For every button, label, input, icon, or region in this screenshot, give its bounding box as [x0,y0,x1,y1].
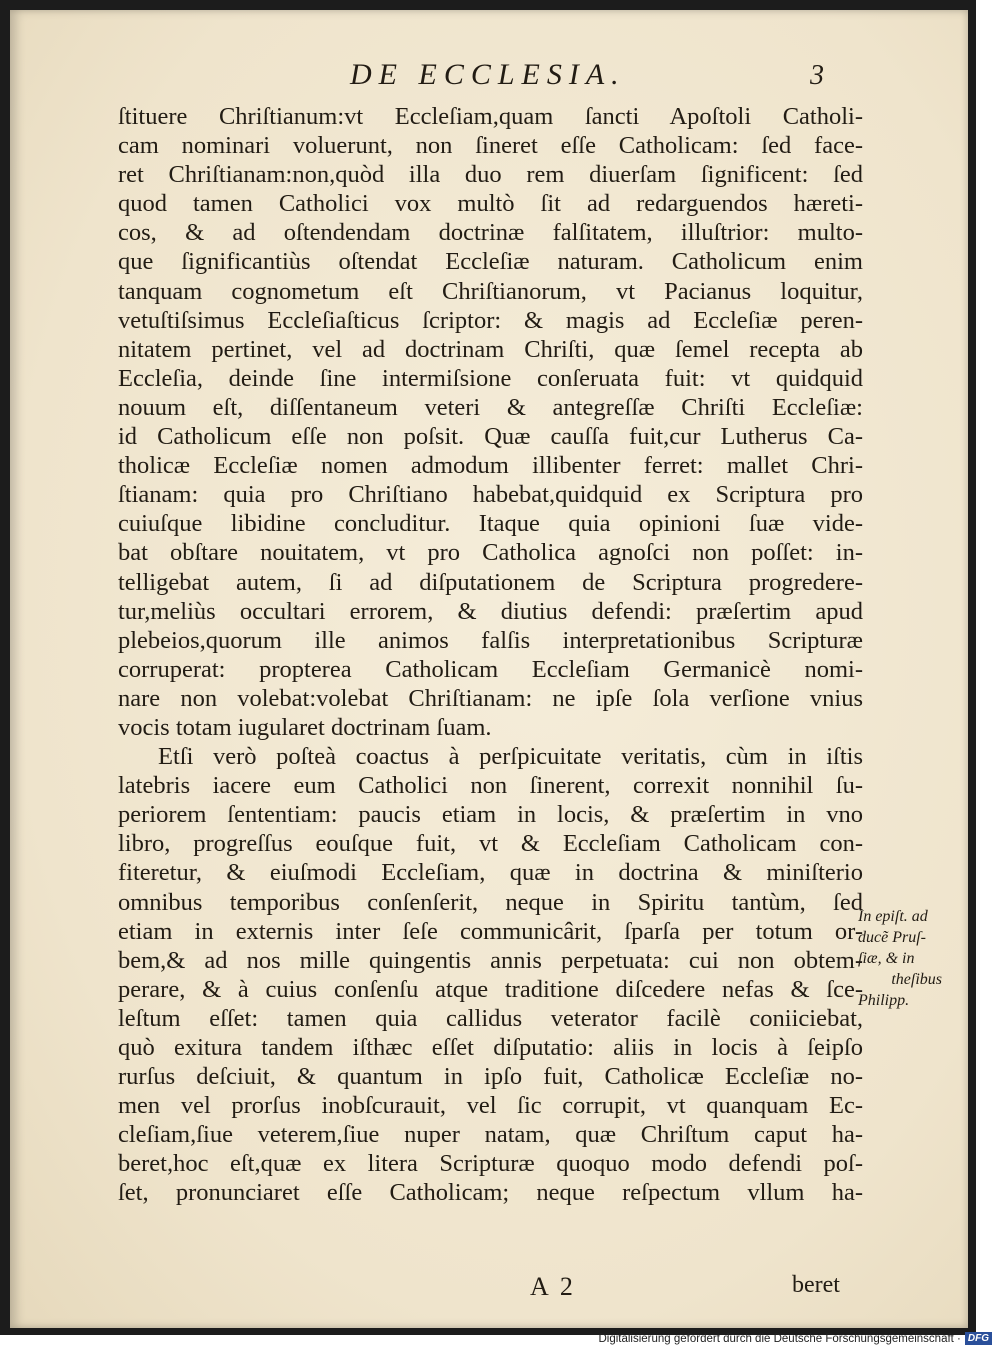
body-text [118,102,863,1208]
text-line: leſtum eſſet: tamen quia callidus veterator facilè coniiciebat, [118,1004,863,1032]
footer-text: Digitalisierung gefördert durch die Deutsche Forschungsgemeinschaft · [598,1332,961,1345]
text-line: nouum eſt, diſſentaneum veteri & antegreſſæ Chriſti Eccleſiæ: [118,393,863,421]
text-line: men vel prorſus inobſcurauit, vel ſic corrupit, vt quanquam Ec- [118,1092,863,1120]
text-line: bat obſtare nouitatem, vt pro Catholica agnoſci non poſſet: in- [118,539,863,567]
text-line: tholicæ Eccleſiæ nomen admodum illibenter ferret: mallet Chri- [118,452,863,480]
text-line: omnibus temporibus conſenſerit, neque in Spiritu tantùm, ſed [118,888,863,916]
text-line: id Catholicum eſſe non poſsit. Quæ cauſſa fuit,cur Lutherus Ca- [118,423,863,451]
text-line: ſtituere Chriſtianum:vt Eccleſiam,quam ſancti Apoſtoli Catholi- [118,103,863,130]
dfg-logo-icon[interactable]: DFG [965,1332,992,1345]
digitization-footer [598,1332,992,1345]
paragraph-first-line: Etſi verò poſteà coactus à perſpicuitate veritatis, cùm in iſtis [158,743,863,771]
running-head: DE ECCLESIA. [350,58,626,91]
catchword: beret [792,1272,840,1298]
text-line: tur,meliùs occultari errorem, & diutius defendi: præſertim apud [118,597,863,625]
marginal-note-line: ſiæ, & in [858,950,915,967]
text-line: Eccleſia, deinde ſine intermiſsione conſeruata fuit: vt quidquid [118,364,863,392]
text-line: plebeios,quorum ille animos falſis interpretationibus Scripturæ [118,626,863,654]
text-line: etiam in externis inter ſeſe communicârit, ſparſa per totum or- [118,917,863,945]
marginal-note [858,906,968,1011]
text-line: fiteretur, & eiuſmodi Eccleſiam, quæ in doctrina & miniſterio [118,859,863,887]
marginal-note-line: Philipp. [858,992,910,1009]
text-line: nare non volebat:volebat Chriſtianam: ne ipſe ſola verſione vnius [118,684,863,712]
text-line: ſet, pronunciaret eſſe Catholicam; neque reſpectum vllum ha- [118,1179,863,1207]
text-line: tanquam cognometum eſt Chriſtianorum, vt Pacianus loquitur, [118,277,863,305]
text-line: perare, & à cuius conſenſu atque traditione diſcedere nefas & ſce- [118,975,863,1003]
text-line: quò exitura tandem iſthæc eſſet diſputatio: aliis in locis à ſeipſo [118,1034,863,1061]
text-line: quod tamen Catholici vox multò ſit ad redarguendos hæreti- [118,190,863,218]
marginal-note-line: In epiſt. ad [858,908,928,925]
text-line: periorem ſententiam: paucis etiam in locis, & præſertim in vno [118,801,863,829]
text-line: bem,& ad nos mille quingentis annis perpetuata: cui non obtem- [118,946,863,974]
text-line: ret Chriſtianam:non,quòd illa duo rem diuerſam ſignificent: ſed [118,161,863,189]
book-page [10,10,968,1328]
text-line: cuiuſque libidine concluditur. Itaque quia opinioni ſuæ vide- [118,510,863,538]
signature-mark: A 2 [530,1272,576,1301]
page-number: 3 [810,60,824,91]
marginal-note-line: theſibus [891,971,942,988]
text-line: latebris iacere eum Catholici non ſinerent, correxit nonnihil ſu- [118,772,863,800]
text-line: corruperat: propterea Catholicam Eccleſiam Germanicè nomi- [118,655,863,683]
text-line: rurſus deſciuit, & quantum in ipſo fuit, Catholicæ Eccleſiæ no- [118,1063,863,1091]
text-line: telligebat autem, ſi ad diſputationem de Scriptura progredere- [118,568,863,596]
text-line: cam nominari voluerunt, non ſineret eſſe Catholicam: ſed face- [118,132,863,160]
text-line: ſtianam: quia pro Chriſtiano habebat,quidquid ex Scriptura pro [118,481,863,509]
text-line: libro, progreſſus eouſque fuit, vt & Eccleſiam Catholicam con- [118,830,863,858]
text-line: beret,hoc eſt,quæ ex litera Scripturæ quoquo modo defendi poſ- [118,1150,863,1178]
text-line: que ſignificantiùs oſtendat Eccleſiæ naturam. Catholicum enim [118,248,863,276]
paragraph-last-line: vocis totam iugularet doctrinam ſuam. [118,713,492,741]
text-line: cos, & ad oſtendendam doctrinæ falſitatem, illuſtrior: multo- [118,219,863,247]
text-line: nitatem pertinet, vel ad doctrinam Chriſti, quæ ſemel recepta ab [118,335,863,363]
marginal-note-line: ducẽ Pruſ- [858,929,926,946]
text-line: vetuſtiſsimus Eccleſiaſticus ſcriptor: & magis ad Eccleſiæ peren- [118,306,863,334]
text-line: cleſiam,ſiue veterem,ſiue nuper natam, quæ Chriſtum caput ha- [118,1121,863,1149]
